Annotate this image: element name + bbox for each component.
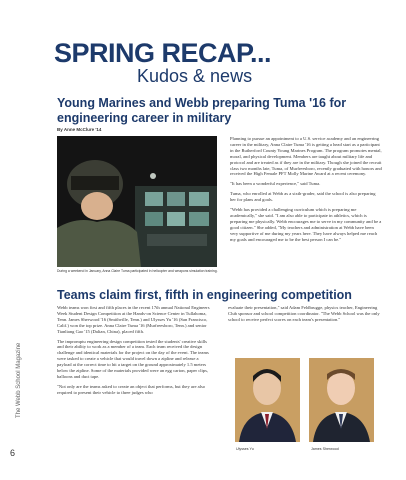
paragraph: Planning to pursue an appointment to a U.S. service academy and an engineering career in the military, Anna Claire Tuma '16 is getting a head start as a participant in the Rutherford County Young Marines Program. The program promotes mental, moral, and physical development. Members are taught about military life and protocol and are treated as if they are in the military. Though she joined the recruit class two months late, Tuma, of Murfreesboro, recently graduated with honors and received the High Female PFT Molly Marine Award at a recent ceremony. [230,136,382,177]
paragraph: evaluate their presentation," said Adam Feldbrugge, physics teacher, Engineering Club sponsor and school competition coordinator. "The Webb School was the only school to receive perfect scores on each team's presentation." [228,305,380,322]
portrait-name: James Sherwood [311,447,339,451]
paragraph: "It has been a wonderful experience," said Tuma. [230,181,321,187]
paragraph: Webb teams won first and fifth places in the recent 17th annual National Engineers Week Student Design Competition at the Hands-on Science Center in Tullahoma, Tenn. James Sherwood '16 (Smithville, Tenn.) and Ulysses Yu '16 (San Francisco, Calif.) won the top prize. Anna Claire Tuma '16 (Murfreesboro, Tenn.) and senior Tianliang Gao '15 (Dalian, China), placed fifth. [57,305,210,334]
article-headline: Teams claim first, fifth in engineering competition [57,288,352,302]
article-body [230,136,382,247]
portrait-photo [235,358,300,442]
simulator-photo [57,136,217,267]
portrait-name: Ulysses Yu [236,447,254,451]
section-subtitle: Kudos & news [137,66,253,86]
article-headline: Young Marines and Webb preparing Tuma '16 for engineering career in military [57,96,347,125]
paragraph: The impromptu engineering design competition tested the students' creative skills and their ability to work as a member of a team. Each team received the design challenge and identical materials for the project on the day of the event. The teams were tasked to create a vehicle that would travel down a zipline and release a payload at the correct time to hit a target on the ground approximately 1.5 meters below the zipline. Some of the materials provided were an egg carton, paper clips, balloons and duct tape. [57,338,209,379]
paragraph: Tuma, who enrolled at Webb as a sixth-grader, said the school is also preparing her for plans and goals. [230,191,376,203]
photo-caption: During a weekend in January, Anna Claire Tuma participated in helicopter and weapons simulation training. [57,269,218,273]
magazine-name: The Webb School Magazine [16,342,22,418]
article-byline: By Anne McClure '14 [57,127,102,132]
page-number: 6 [10,448,16,458]
article-body [57,305,213,400]
portrait-photo [309,358,374,442]
section-title: SPRING RECAP... [54,38,272,68]
article-body [228,305,384,327]
paragraph: "Webb has provided a challenging curriculum which is preparing me academically," she said. "I am also able to participate in athletics, which is preparing me physically. Webb encourages me to serve in my community and be a good citizen." She added, "My teachers and administration at Webb have been very supportive of me during my years here. They have always helped me reach my goals and encouraged me to be the best person I can be." [230,207,382,242]
paragraph: "Not only are the teams asked to create an object that performs, but they are also required to present their vehicle to three judges who [57,383,206,395]
